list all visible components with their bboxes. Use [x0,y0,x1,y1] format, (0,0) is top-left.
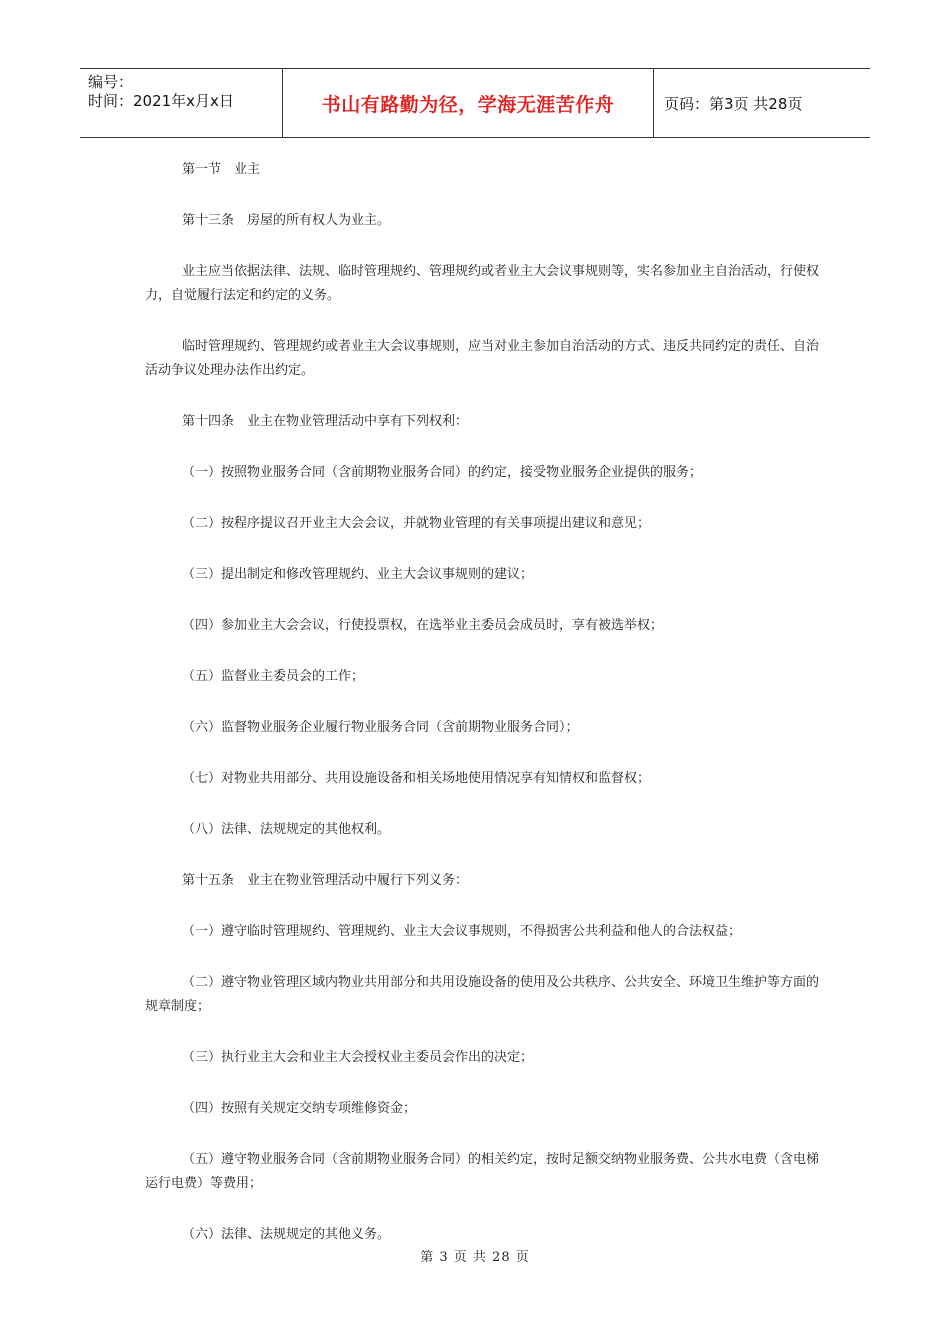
article-13: 第十三条 房屋的所有权人为业主。 [182,213,391,228]
list-item: （六）法律、法规规定的其他义务。 [182,1227,391,1242]
list-item: （一）按照物业服务合同（含前期物业服务合同）的约定，接受物业服务企业提供的服务； [182,465,703,480]
list-item: （五）遵守物业服务合同（含前期物业服务合同）的相关约定，按时足额交纳物业服务费、公共水电费（含电梯运行电费）等费用； [145,1152,820,1191]
list-item: （七）对物业共用部分、共用设施设备和相关场地使用情况享有知情权和监督权； [182,771,651,786]
list-item: （四）按照有关规定交纳专项维修资金； [182,1101,417,1116]
paragraph: 临时管理规约、管理规约或者业主大会议事规则，应当对业主参加自治活动的方式、违反共同约定的责任、自治活动争议处理办法作出约定。 [145,339,820,378]
page-footer: 第 3 页 共 28 页 [420,1250,530,1265]
list-item: （三）提出制定和修改管理规约、业主大会议事规则的建议； [182,567,534,582]
section-title: 第一节 业主 [182,162,261,177]
page-header [80,68,870,138]
header-motto: 书山有路勤为径，学海无涯苦作舟 [283,69,654,137]
document-time-label: 时间：2021年x月x日 [88,92,234,110]
list-item: （五）监督业主委员会的工作； [182,669,365,684]
list-item: （二）按程序提议召开业主大会会议，并就物业管理的有关事项提出建议和意见； [182,516,651,531]
list-item: （四）参加业主大会会议，行使投票权，在选举业主委员会成员时，享有被选举权； [182,618,664,633]
header-page-info: 页码：第3页 共28页 [664,94,803,113]
list-item: （六）监督物业服务企业履行物业服务合同（含前期物业服务合同）； [182,720,579,735]
document-body [145,158,825,1274]
list-item: （三）执行业主大会和业主大会授权业主委员会作出的决定； [182,1050,534,1065]
document-number-label: 编号： [88,73,134,91]
header-meta [80,69,283,137]
list-item: （一）遵守临时管理规约、管理规约、业主大会议事规则，不得损害公共利益和他人的合法权益； [182,924,742,939]
article-15: 第十五条 业主在物业管理活动中履行下列义务： [182,873,469,888]
list-item: （八）法律、法规规定的其他权利。 [182,822,391,837]
article-14: 第十四条 业主在物业管理活动中享有下列权利： [182,414,469,429]
list-item: （二）遵守物业管理区域内物业共用部分和共用设施设备的使用及公共秩序、公共安全、环境卫生维护等方面的规章制度； [145,975,820,1014]
paragraph: 业主应当依据法律、法规、临时管理规约、管理规约或者业主大会议事规则等，实名参加业主自治活动，行使权力，自觉履行法定和约定的义务。 [145,264,820,303]
